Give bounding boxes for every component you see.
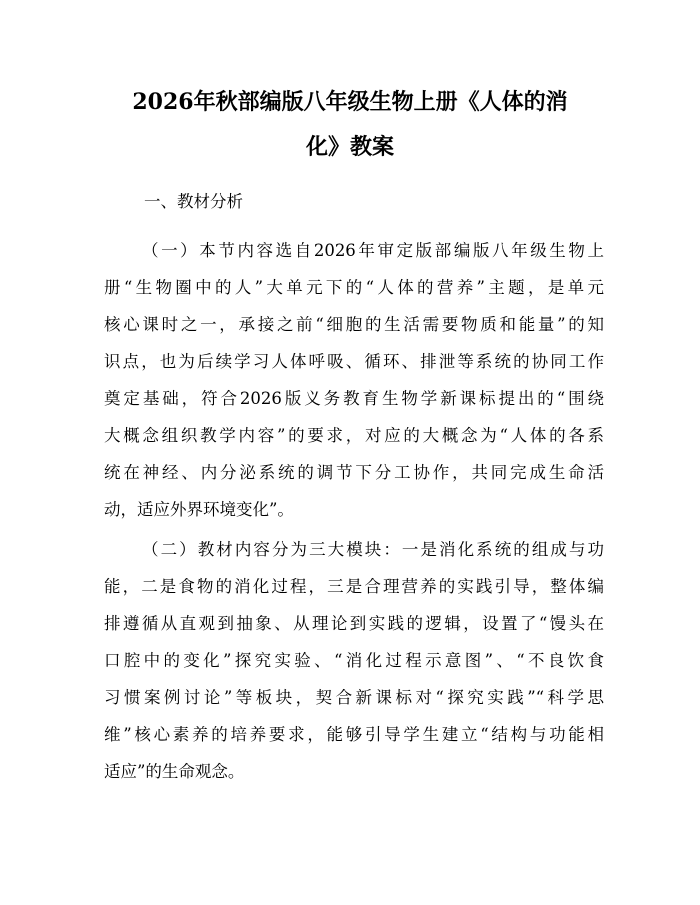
paragraph-line: 大概念组织教学内容”的要求，对应的大概念为“人体的各系 xyxy=(104,426,604,445)
paragraph-line: 能，二是食物的消化过程，三是合理营养的实践引导，整体编 xyxy=(104,577,604,596)
paragraph-line: 口腔中的变化”探究实验、“消化过程示意图”、“不良饮食 xyxy=(104,651,604,670)
paragraph-line: 奠定基础，符合2026版义务教育生物学新课标提出的“围绕 xyxy=(104,389,604,408)
paragraph-line: 维”核心素养的培养要求，能够引导学生建立“结构与功能相 xyxy=(104,725,604,744)
paragraph-line: 动，适应外界环境变化”。 xyxy=(104,500,294,519)
document-title-line-2: 化》教案 xyxy=(305,134,394,160)
paragraph-line: 排遵循从直观到抽象、从理论到实践的逻辑，设置了“馒头在 xyxy=(104,614,604,633)
section-heading: 一、教材分析 xyxy=(144,192,243,211)
paragraph-1 xyxy=(104,236,604,532)
paragraph-line: 习惯案例讨论”等板块，契合新课标对“探究实践”“科学思 xyxy=(104,688,604,707)
paragraph-line: 册“生物圈中的人”大单元下的“人体的营养”主题，是单元 xyxy=(104,278,604,297)
paragraph-line: （二）教材内容分为三大模块：一是消化系统的组成与功 xyxy=(142,540,604,559)
paragraph-2 xyxy=(104,535,604,794)
paragraph-line: 适应”的生命观念。 xyxy=(104,762,245,781)
document-title-line-1: 2026年秋部编版八年级生物上册《人体的消 xyxy=(132,89,568,115)
paragraph-line: 识点，也为后续学习人体呼吸、循环、排泄等系统的协同工作 xyxy=(104,352,604,371)
paragraph-line: 统在神经、内分泌系统的调节下分工协作，共同完成生命活 xyxy=(104,463,604,482)
paragraph-line: 核心课时之一，承接之前“细胞的生活需要物质和能量”的知 xyxy=(104,315,604,334)
paragraph-line: （一）本节内容选自2026年审定版部编版八年级生物上 xyxy=(142,241,604,260)
